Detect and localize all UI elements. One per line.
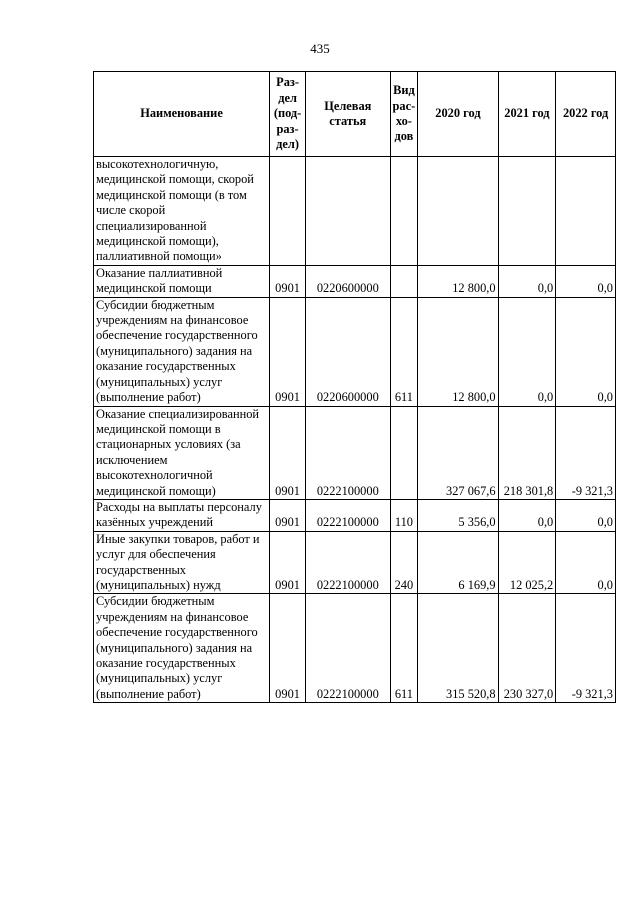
header-2020: 2020 год bbox=[418, 72, 498, 157]
table-row bbox=[94, 157, 616, 266]
row-expense: 611 bbox=[390, 594, 418, 703]
header-row bbox=[94, 72, 616, 157]
row-2021 bbox=[498, 157, 556, 266]
row-2021: 230 327,0 bbox=[498, 594, 556, 703]
row-expense: 110 bbox=[390, 499, 418, 531]
row-section: 0901 bbox=[270, 531, 306, 594]
header-target: Целевая статья bbox=[306, 72, 390, 157]
row-2020: 5 356,0 bbox=[418, 499, 498, 531]
row-target bbox=[306, 157, 390, 266]
row-2020: 327 067,6 bbox=[418, 406, 498, 499]
row-expense bbox=[390, 406, 418, 499]
row-2021: 0,0 bbox=[498, 499, 556, 531]
page-number: 435 bbox=[310, 41, 330, 56]
row-2022: 0,0 bbox=[556, 499, 616, 531]
row-2020: 12 800,0 bbox=[418, 265, 498, 297]
header-name: Наименование bbox=[94, 72, 270, 157]
row-2022: -9 321,3 bbox=[556, 406, 616, 499]
row-2020: 6 169,9 bbox=[418, 531, 498, 594]
row-2022: 0,0 bbox=[556, 531, 616, 594]
row-2022: 0,0 bbox=[556, 265, 616, 297]
row-section: 0901 bbox=[270, 499, 306, 531]
table-row bbox=[94, 594, 616, 703]
row-section: 0901 bbox=[270, 594, 306, 703]
row-section: 0901 bbox=[270, 297, 306, 406]
row-expense: 240 bbox=[390, 531, 418, 594]
table-row bbox=[94, 406, 616, 499]
row-target: 0222100000 bbox=[306, 594, 390, 703]
budget-table bbox=[93, 71, 616, 703]
row-name: высокотехнологичную, медицинской помощи, скорой медицинской помощи (в том числе скорой специализированной медицинской помощи), паллиативной помощи» bbox=[94, 157, 270, 266]
header-expense: Вид рас- хо- дов bbox=[390, 72, 418, 157]
table-row bbox=[94, 531, 616, 594]
row-expense bbox=[390, 157, 418, 266]
row-2020: 315 520,8 bbox=[418, 594, 498, 703]
row-target: 0220600000 bbox=[306, 297, 390, 406]
row-target: 0222100000 bbox=[306, 499, 390, 531]
table-row bbox=[94, 499, 616, 531]
row-name: Оказание паллиативной медицинской помощи bbox=[94, 265, 270, 297]
row-2020 bbox=[418, 157, 498, 266]
row-section: 0901 bbox=[270, 265, 306, 297]
row-2021: 12 025,2 bbox=[498, 531, 556, 594]
row-2022 bbox=[556, 157, 616, 266]
table-row bbox=[94, 297, 616, 406]
row-section bbox=[270, 157, 306, 266]
row-2021: 218 301,8 bbox=[498, 406, 556, 499]
row-section: 0901 bbox=[270, 406, 306, 499]
row-name: Субсидии бюджетным учреждениям на финансовое обеспечение государственного (муниципального) задания на оказание государственных (муниципальных) услуг (выполнение работ) bbox=[94, 297, 270, 406]
row-name: Оказание специализированной медицинской помощи в стационарных условиях (за исключением высокотехнологичной медицинской помощи) bbox=[94, 406, 270, 499]
header-2021: 2021 год bbox=[498, 72, 556, 157]
row-2021: 0,0 bbox=[498, 297, 556, 406]
row-2020: 12 800,0 bbox=[418, 297, 498, 406]
row-name: Субсидии бюджетным учреждениям на финансовое обеспечение государственного (муниципального) задания на оказание государственных (муниципальных) услуг (выполнение работ) bbox=[94, 594, 270, 703]
row-2021: 0,0 bbox=[498, 265, 556, 297]
row-expense bbox=[390, 265, 418, 297]
row-2022: 0,0 bbox=[556, 297, 616, 406]
row-name: Расходы на выплаты персоналу казённых учреждений bbox=[94, 499, 270, 531]
row-target: 0222100000 bbox=[306, 406, 390, 499]
header-section: Раз- дел (под- раз- дел) bbox=[270, 72, 306, 157]
row-expense: 611 bbox=[390, 297, 418, 406]
row-target: 0222100000 bbox=[306, 531, 390, 594]
row-target: 0220600000 bbox=[306, 265, 390, 297]
header-2022: 2022 год bbox=[556, 72, 616, 157]
table-row bbox=[94, 265, 616, 297]
row-name: Иные закупки товаров, работ и услуг для обеспечения государственных (муниципальных) нужд bbox=[94, 531, 270, 594]
row-2022: -9 321,3 bbox=[556, 594, 616, 703]
